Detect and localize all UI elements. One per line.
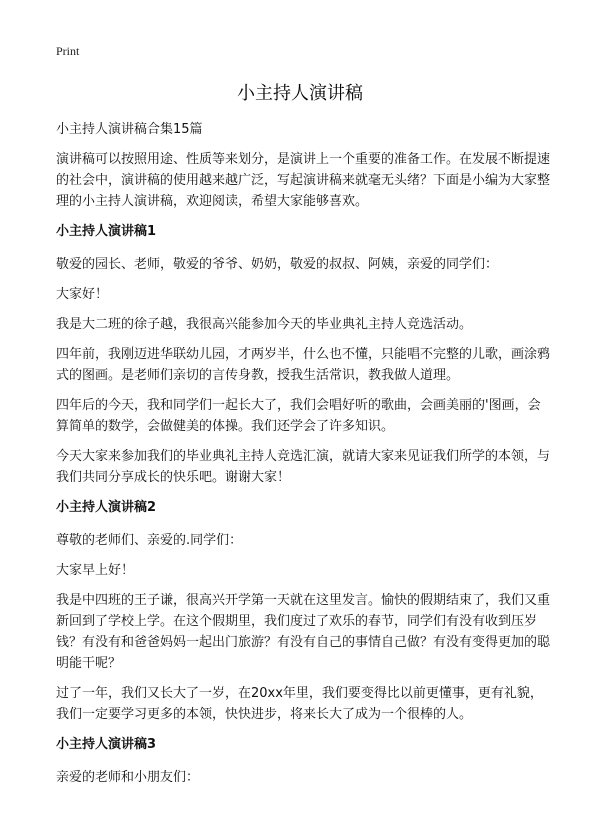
section-1-paragraph: 敬爱的园长、老师，敬爱的爷爷、奶奶，敬爱的叔叔、阿姨，亲爱的同学们： bbox=[56, 257, 499, 272]
section-2-paragraph: 我是中四班的王子谦，很高兴开学第一天就在这里发言。愉快的假期结束了，我们又重新回到了学校上学。在这个假期里，我们度过了欢乐的春节，同学们有没有收到压岁钱？有没有和爸爸妈妈一起出门旅游？有没有自己的事情自己做？有没有变得更加的聪明能干呢？ bbox=[56, 593, 551, 671]
section-1-paragraph: 今天大家来参加我们的毕业典礼主持人竞选汇演，就请大家来见证我们所学的本领，与我们共同分享成长的快乐吧。谢谢大家！ bbox=[56, 449, 551, 485]
section-2-paragraph: 大家早上好！ bbox=[56, 563, 135, 578]
print-label: Print bbox=[56, 44, 80, 58]
intro-paragraph: 演讲稿可以按照用途、性质等来划分，是演讲上一个重要的准备工作。在发展不断提速的社会中，演讲稿的使用越来越广泛，写起演讲稿来就毫无头绪？下面是小编为大家整理的小主持人演讲稿，欢迎阅读，希望大家能够喜欢。 bbox=[56, 152, 551, 209]
document-subtitle: 小主持人演讲稿合集15篇 bbox=[56, 122, 203, 137]
section-1-paragraph: 大家好！ bbox=[56, 287, 109, 302]
section-2-heading: 小主持人演讲稿2 bbox=[56, 500, 157, 515]
section-1-paragraph: 四年后的今天，我和同学们一起长大了，我们会唱好听的歌曲，会画美丽的'图画，会算简单的数学，会做健美的体操。我们还学会了许多知识。 bbox=[56, 398, 541, 434]
section-1-paragraph: 四年前，我刚迈进华联幼儿园，才两岁半，什么也不懂，只能唱不完整的儿歌，画涂鸦式的图画。是老师们亲切的言传身教，授我生活常识，教我做人道理。 bbox=[56, 347, 551, 383]
section-2-paragraph: 尊敬的老师们、亲爱的.同学们： bbox=[56, 533, 243, 548]
section-1-heading: 小主持人演讲稿1 bbox=[56, 224, 157, 239]
section-2-paragraph: 过了一年，我们又长大了一岁，在20xx年里，我们要变得比以前更懂事，更有礼貌，我们一定要学习更多的本领，快快进步，将来长大了成为一个很棒的人。 bbox=[56, 686, 543, 722]
section-1-paragraph: 我是大二班的徐子越，我很高兴能参加今天的毕业典礼主持人竞选活动。 bbox=[56, 317, 473, 332]
section-3-heading: 小主持人演讲稿3 bbox=[56, 737, 157, 752]
section-3-paragraph: 亲爱的老师和小朋友们： bbox=[56, 770, 200, 785]
document-title: 小主持人演讲稿 bbox=[237, 83, 363, 104]
document-body bbox=[56, 119, 552, 797]
